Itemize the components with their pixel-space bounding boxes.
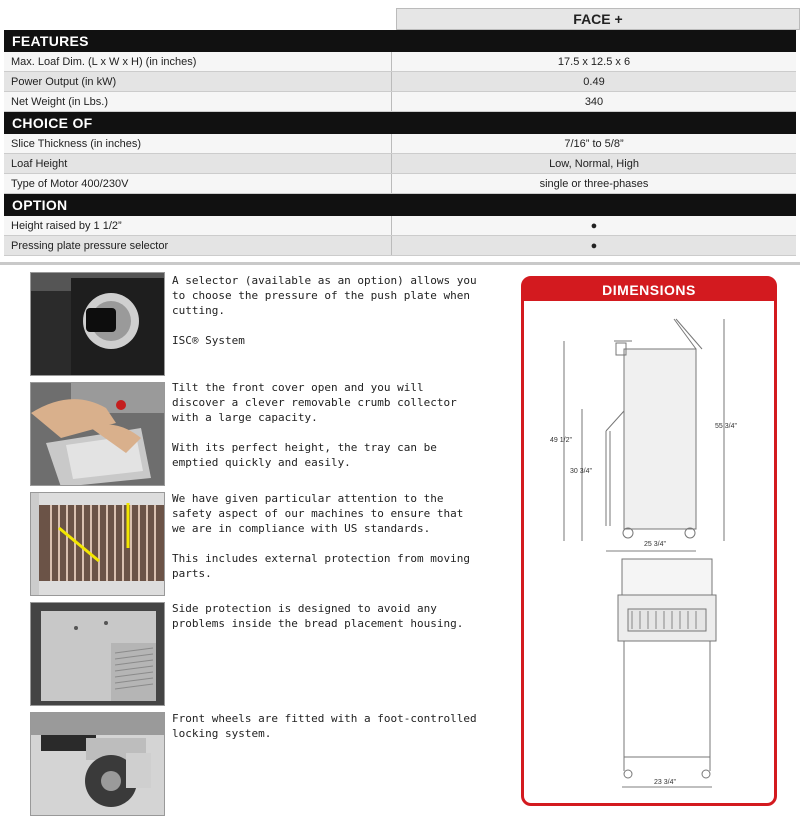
dimensions-panel <box>521 276 777 806</box>
feature-safety <box>172 491 482 596</box>
row-value: Low, Normal, High <box>549 158 639 170</box>
feature-text: We have given particular attention to the safety aspect of our machines to ensure that we are in compliance with US standards. <box>172 492 464 535</box>
table-row <box>4 134 796 154</box>
section-divider <box>0 262 800 265</box>
option-rows <box>4 216 796 256</box>
row-label: Max. Loaf Dim. (L x W x H) (in inches) <box>4 52 392 71</box>
row-value: ● <box>590 240 598 252</box>
table-row <box>4 52 796 72</box>
feature-text: Front wheels are fitted with a foot-controlled locking system. <box>172 712 477 740</box>
dimensions-drawing <box>524 301 774 803</box>
table-row <box>4 72 796 92</box>
feature-text: Tilt the front cover open and you will discover a clever removable crumb collector with a large capacity. <box>172 381 457 424</box>
row-label: Pressing plate pressure selector <box>4 236 392 255</box>
row-label: Slice Thickness (in inches) <box>4 134 392 153</box>
feature-wheels <box>172 711 482 756</box>
feature-text: With its perfect height, the tray can be emptied quickly and easily. <box>172 441 437 469</box>
dim-h-lower: 30 3/4” <box>570 468 592 475</box>
row-label: Net Weight (in Lbs.) <box>4 92 392 111</box>
table-row <box>4 92 796 112</box>
dim-w-front: 23 3/4” <box>654 779 676 786</box>
feature-text: A selector (available as an option) allows you to choose the pressure of the push plate when cutting. <box>172 274 477 317</box>
row-value: 0.49 <box>583 76 605 88</box>
model-header: FACE + <box>396 8 800 30</box>
row-value: 7/16” to 5/8” <box>564 138 624 150</box>
crumb-collector-photo <box>30 382 165 486</box>
side-protection-photo <box>30 602 165 706</box>
feature-text: This includes external protection from moving parts. <box>172 552 471 580</box>
feature-pressure-selector <box>172 273 482 363</box>
table-row <box>4 216 796 236</box>
feature-side-protection <box>172 601 482 646</box>
feature-text: ISC® System <box>172 334 245 347</box>
feature-photos <box>30 272 165 822</box>
feature-text: Side protection is designed to avoid any problems inside the bread placement housing. <box>172 602 464 630</box>
dimensions-title: DIMENSIONS <box>524 279 774 301</box>
pressure-selector-photo <box>30 272 165 376</box>
row-label: Power Output (in kW) <box>4 72 392 91</box>
row-label: Type of Motor 400/230V <box>4 174 392 193</box>
row-value: ● <box>590 220 598 232</box>
table-row <box>4 236 796 256</box>
row-value: single or three-phases <box>539 178 649 190</box>
choice-rows <box>4 134 796 194</box>
section-option-header: OPTION <box>4 194 796 216</box>
feature-crumb-collector <box>172 380 482 485</box>
row-label: Loaf Height <box>4 154 392 173</box>
dim-w-side: 25 3/4” <box>644 541 666 548</box>
locking-wheel-photo <box>30 712 165 816</box>
row-label: Height raised by 1 1/2” <box>4 216 392 235</box>
safety-guard-photo <box>30 492 165 596</box>
table-row <box>4 174 796 194</box>
dim-h-total: 49 1/2” <box>550 437 572 444</box>
section-choice-header: CHOICE OF <box>4 112 796 134</box>
row-value: 340 <box>584 96 604 108</box>
table-row <box>4 154 796 174</box>
row-value: 17.5 x 12.5 x 6 <box>557 56 631 68</box>
features-rows <box>4 52 796 112</box>
dim-h-right: 55 3/4” <box>715 423 737 430</box>
section-features-header: FEATURES <box>4 30 796 52</box>
spec-table <box>4 8 796 256</box>
